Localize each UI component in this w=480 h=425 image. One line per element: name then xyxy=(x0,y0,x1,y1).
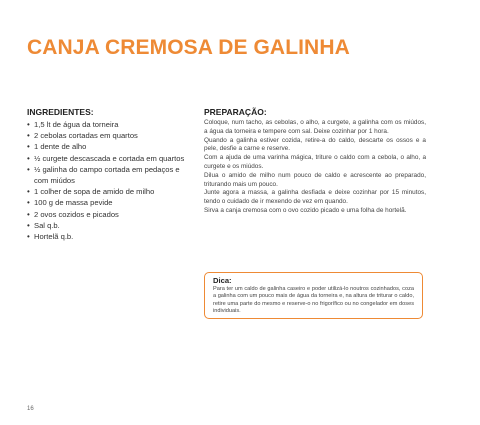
recipe-title: CANJA CREMOSA DE GALINHA xyxy=(27,36,350,59)
ingredient-item: • Sal q.b. xyxy=(27,220,187,231)
ingredient-item: • 2 cebolas cortadas em quartos xyxy=(27,130,187,141)
ingredients-section xyxy=(27,107,187,242)
preparation-step: Com a ajuda de uma varinha mágica, triture o caldo com a cebola, o alho, a curgete e os miúdos. xyxy=(204,154,426,170)
preparation-step: Sirva a canja cremosa com o ovo cozido picado e uma folha de hortelã. xyxy=(204,206,407,214)
ingredient-item: • 1 colher de sopa de amido de milho xyxy=(27,186,187,197)
preparation-heading: PREPARAÇÃO: xyxy=(204,107,267,117)
ingredient-item: • 1 dente de alho xyxy=(27,141,187,152)
preparation-section xyxy=(204,107,426,216)
ingredient-item: • Hortelã q.b. xyxy=(27,231,187,242)
preparation-step: Quando a galinha estiver cozida, retire-a do caldo, descarte os ossos e a pele, desfie a carne e reserve. xyxy=(204,136,426,153)
tip-box xyxy=(204,272,423,319)
ingredient-item: • 1,5 lt de água da torneira xyxy=(27,119,187,130)
tip-text: Para ter um caldo de galinha caseiro e poder utilizá-lo noutros cozinhados, coza a galinha com um pouco mais de água da torneira e, na altura de triturar o caldo, retire uma parte do mesmo e reserve-o no frigorífico ou no congelador em doses individuais. xyxy=(213,286,414,315)
ingredient-item: • 2 ovos cozidos e picados xyxy=(27,209,187,220)
ingredients-list xyxy=(27,119,187,242)
page-number: 16 xyxy=(27,406,34,412)
ingredient-item: • ½ galinha do campo cortada em pedaços e com miúdos xyxy=(27,164,187,186)
ingredients-heading: INGREDIENTES: xyxy=(27,107,94,117)
preparation-step: Coloque, num tacho, as cebolas, o alho, a curgete, a galinha com os miúdos, a água da torneira e tempere com sal. Deixe cozinhar por 1 hora. xyxy=(204,119,426,135)
ingredient-item: • 100 g de massa pevide xyxy=(27,197,187,208)
ingredient-item: • ½ curgete descascada e cortada em quartos xyxy=(27,153,187,164)
preparation-steps xyxy=(204,119,426,216)
preparation-step: Dilua o amido de milho num pouco de caldo e acrescente ao preparado, triturando mais um pouco. xyxy=(204,171,426,188)
tip-heading: Dica: xyxy=(213,276,232,285)
preparation-step: Junte agora a massa, a galinha desfiada e deixe cozinhar por 15 minutos, tendo o cuidado de ir mexendo de vez em quando. xyxy=(204,189,426,206)
